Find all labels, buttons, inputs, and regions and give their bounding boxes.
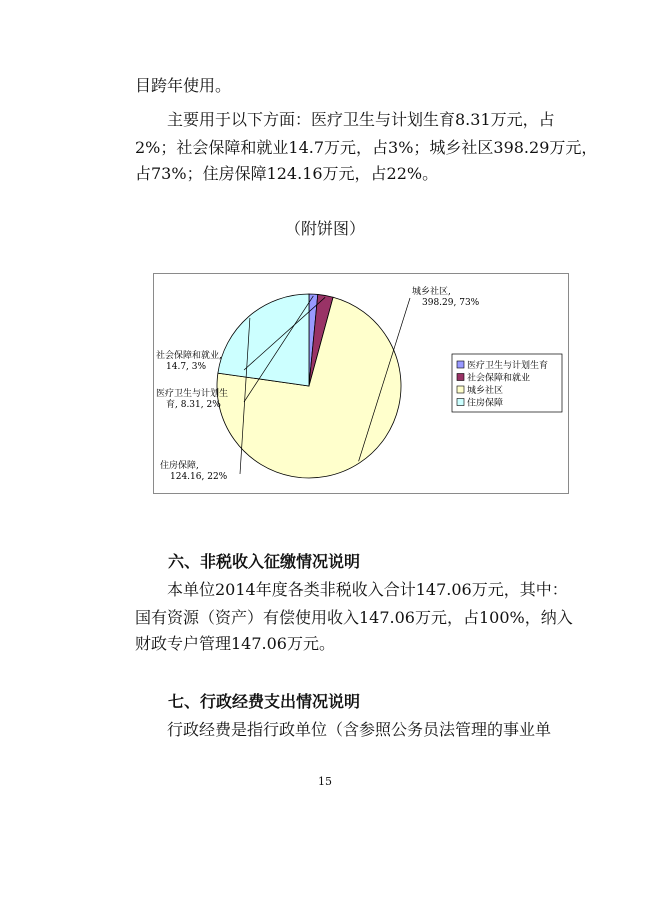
data-label-social-security-line-1: 社会保障和就业, <box>156 351 222 361</box>
legend-swatch-social-security <box>457 374 464 381</box>
legend-swatch-urban-rural <box>457 386 464 393</box>
section-6-line-2: 国有资源（资产）有偿使用收入147.06万元，占100%，纳入 <box>135 608 573 627</box>
data-label-urban-rural-line-1: 城乡社区, <box>412 287 451 297</box>
data-label-housing-line-1: 住房保障, <box>160 461 199 471</box>
figure-title: （附饼图） <box>284 219 365 238</box>
section-6-heading: 六、非税收入征缴情况说明 <box>168 552 361 571</box>
paragraph-2-line-2: 2%；社会保障和就业14.7万元，占3%；城乡社区398.29万元， <box>135 138 598 157</box>
paragraph-1-line-1: 目跨年使用。 <box>135 76 232 95</box>
pie-chart-svg <box>154 274 568 493</box>
paragraph-2-line-3: 占73%；住房保障124.16万元，占22%。 <box>135 164 439 183</box>
legend-label-medical-health: 医疗卫生与计划生育 <box>467 361 549 371</box>
legend-label-urban-rural: 城乡社区 <box>467 386 504 396</box>
section-6-line-3: 财政专户管理147.06万元。 <box>135 634 335 653</box>
paragraph-2-line-1: 主要用于以下方面：医疗卫生与计划生育8.31万元，占 <box>167 110 555 129</box>
section-7-line-1: 行政经费是指行政单位（含参照公务员法管理的事业单 <box>167 720 552 739</box>
data-label-urban-rural-line-2: 398.29, 73% <box>422 298 480 308</box>
pie-chart <box>153 273 569 494</box>
legend-swatch-medical-health <box>457 361 464 368</box>
page-number: 15 <box>318 775 332 788</box>
data-label-housing-line-2: 124.16, 22% <box>170 472 228 482</box>
data-label-medical-health-line-1: 医疗卫生与计划生 <box>156 389 229 399</box>
data-label-social-security-line-2: 14.7, 3% <box>166 362 207 372</box>
legend-swatch-housing <box>457 399 464 406</box>
section-6-line-1: 本单位2014年度各类非税收入合计147.06万元，其中： <box>167 580 568 599</box>
section-7-heading: 七、行政经费支出情况说明 <box>168 692 361 711</box>
legend-label-housing: 住房保障 <box>467 398 504 409</box>
data-label-medical-health-line-2: 育, 8.31, 2% <box>166 400 221 410</box>
legend-label-social-security: 社会保障和就业 <box>467 373 531 384</box>
